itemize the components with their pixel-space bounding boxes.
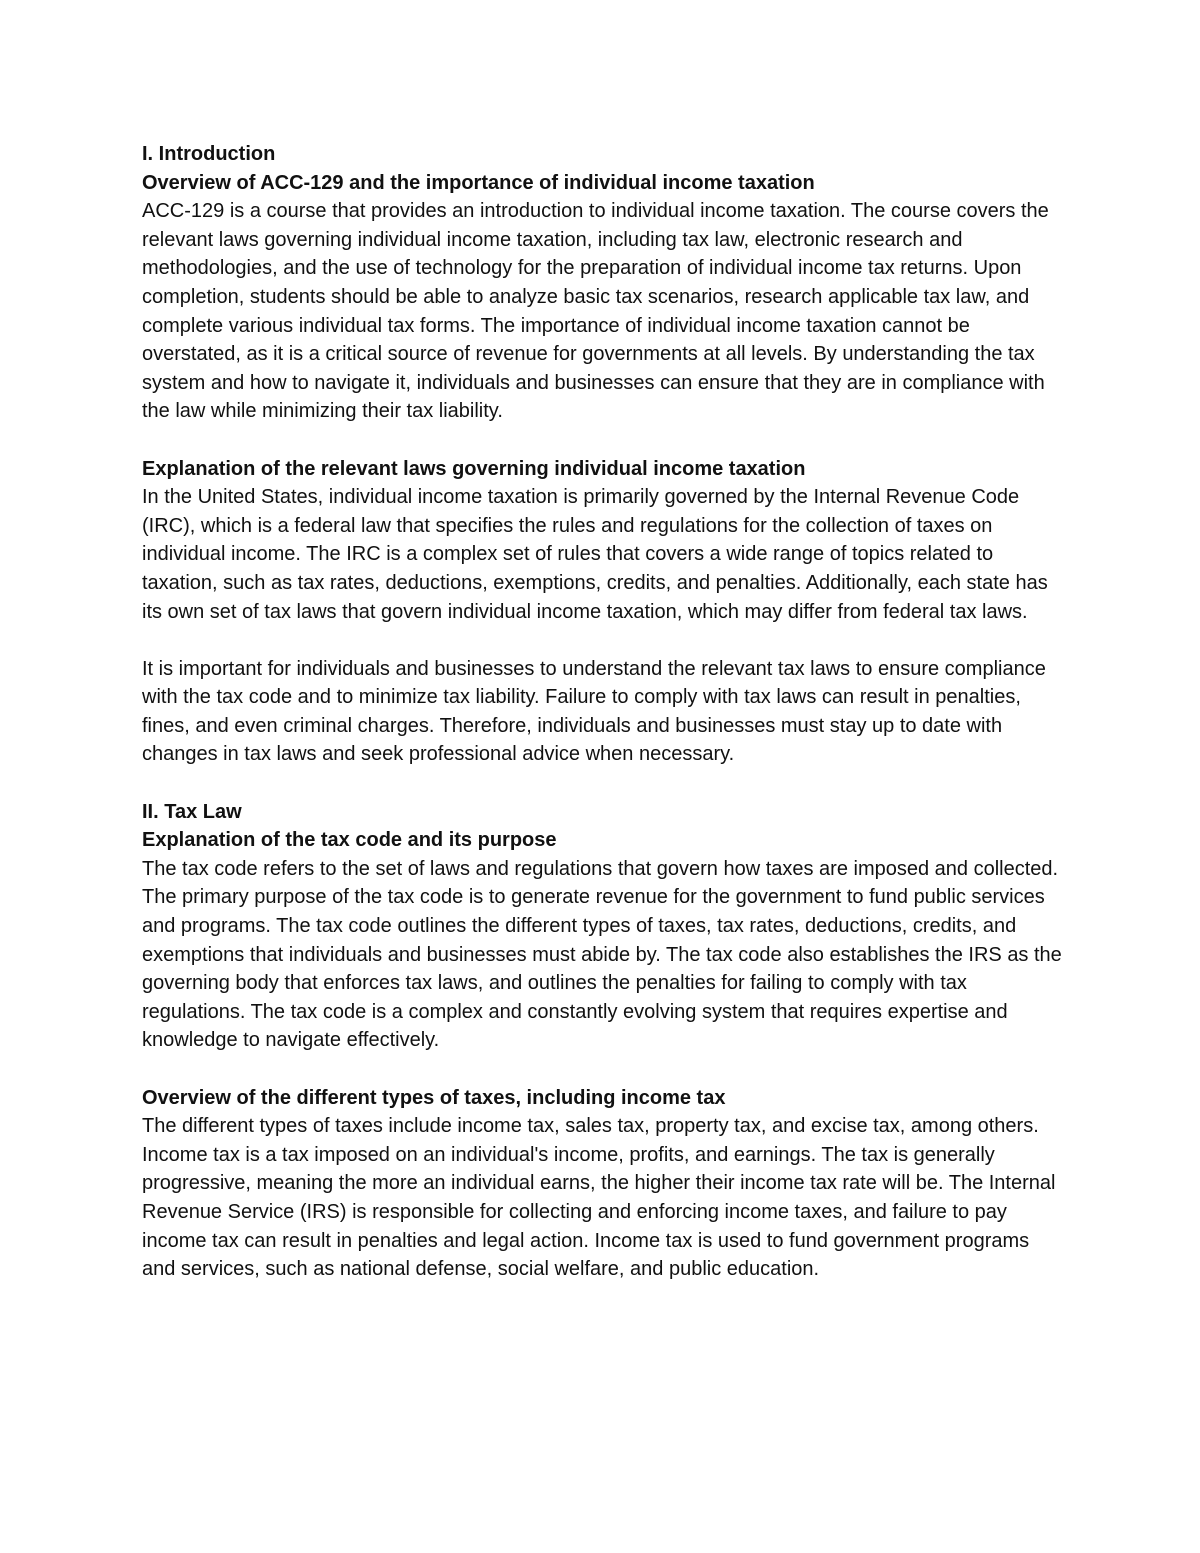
paragraph-types-of-taxes: The different types of taxes include income tax, sales tax, property tax, and excise tax, among others. Income tax is a tax imposed on an individual's income, profits, and earnings. The tax is generally progressive, meaning the more an individual earns, the higher their income tax rate will be. The Internal Revenue Service (IRS) is responsible for collecting and enforcing income taxes, and failure to pay income tax can result in penalties and legal action. Income tax is used to fund government programs and services, such as national defense, social welfare, and public education.	[142, 1115, 1056, 1281]
subheading-relevant-laws: Explanation of the relevant laws governing individual income taxation	[142, 457, 806, 480]
section-heading-tax-law: II. Tax Law	[142, 800, 242, 823]
document-page	[142, 140, 1067, 1284]
paragraph-spacer	[142, 769, 1067, 798]
subheading-tax-code-purpose: Explanation of the tax code and its purpose	[142, 829, 557, 852]
paragraph-spacer	[142, 626, 1067, 655]
subheading-types-of-taxes: Overview of the different types of taxes, including income tax	[142, 1086, 726, 1109]
paragraph-tax-code-purpose: The tax code refers to the set of laws and regulations that govern how taxes are imposed and collected. The primary purpose of the tax code is to generate revenue for the government to fund public services and programs. The tax code outlines the different types of taxes, tax rates, deductions, credits, and exemptions that individuals and businesses must abide by. The tax code also establishes the IRS as the governing body that enforces tax laws, and outlines the penalties for failing to comply with tax regulations. The tax code is a complex and constantly evolving system that requires expertise and knowledge to navigate effectively.	[142, 857, 1062, 1052]
subheading-overview-acc129: Overview of ACC-129 and the importance of individual income taxation	[142, 171, 815, 194]
paragraph-compliance: It is important for individuals and businesses to understand the relevant tax laws to ensure compliance with the tax code and to minimize tax liability. Failure to comply with tax laws can result in penalties, fines, and even criminal charges. Therefore, individuals and businesses must stay up to date with changes in tax laws and seek professional advice when necessary.	[142, 657, 1046, 766]
paragraph-spacer	[142, 1055, 1067, 1084]
paragraph-spacer	[142, 426, 1067, 455]
paragraph-overview-acc129: ACC-129 is a course that provides an introduction to individual income taxation. The course covers the relevant laws governing individual income taxation, including tax law, electronic research and methodologies, and the use of technology for the preparation of individual income tax returns. Upon completion, students should be able to analyze basic tax scenarios, research applicable tax law, and complete various individual tax forms. The importance of individual income taxation cannot be overstated, as it is a critical source of revenue for governments at all levels. By understanding the tax system and how to navigate it, individuals and businesses can ensure that they are in compliance with the law while minimizing their tax liability.	[142, 200, 1049, 423]
paragraph-relevant-laws: In the United States, individual income taxation is primarily governed by the Internal Revenue Code (IRC), which is a federal law that specifies the rules and regulations for the collection of taxes on individual income. The IRC is a complex set of rules that covers a wide range of topics related to taxation, such as tax rates, deductions, exemptions, credits, and penalties. Additionally, each state has its own set of tax laws that govern individual income taxation, which may differ from federal tax laws.	[142, 486, 1048, 623]
section-heading-introduction: I. Introduction	[142, 143, 276, 165]
